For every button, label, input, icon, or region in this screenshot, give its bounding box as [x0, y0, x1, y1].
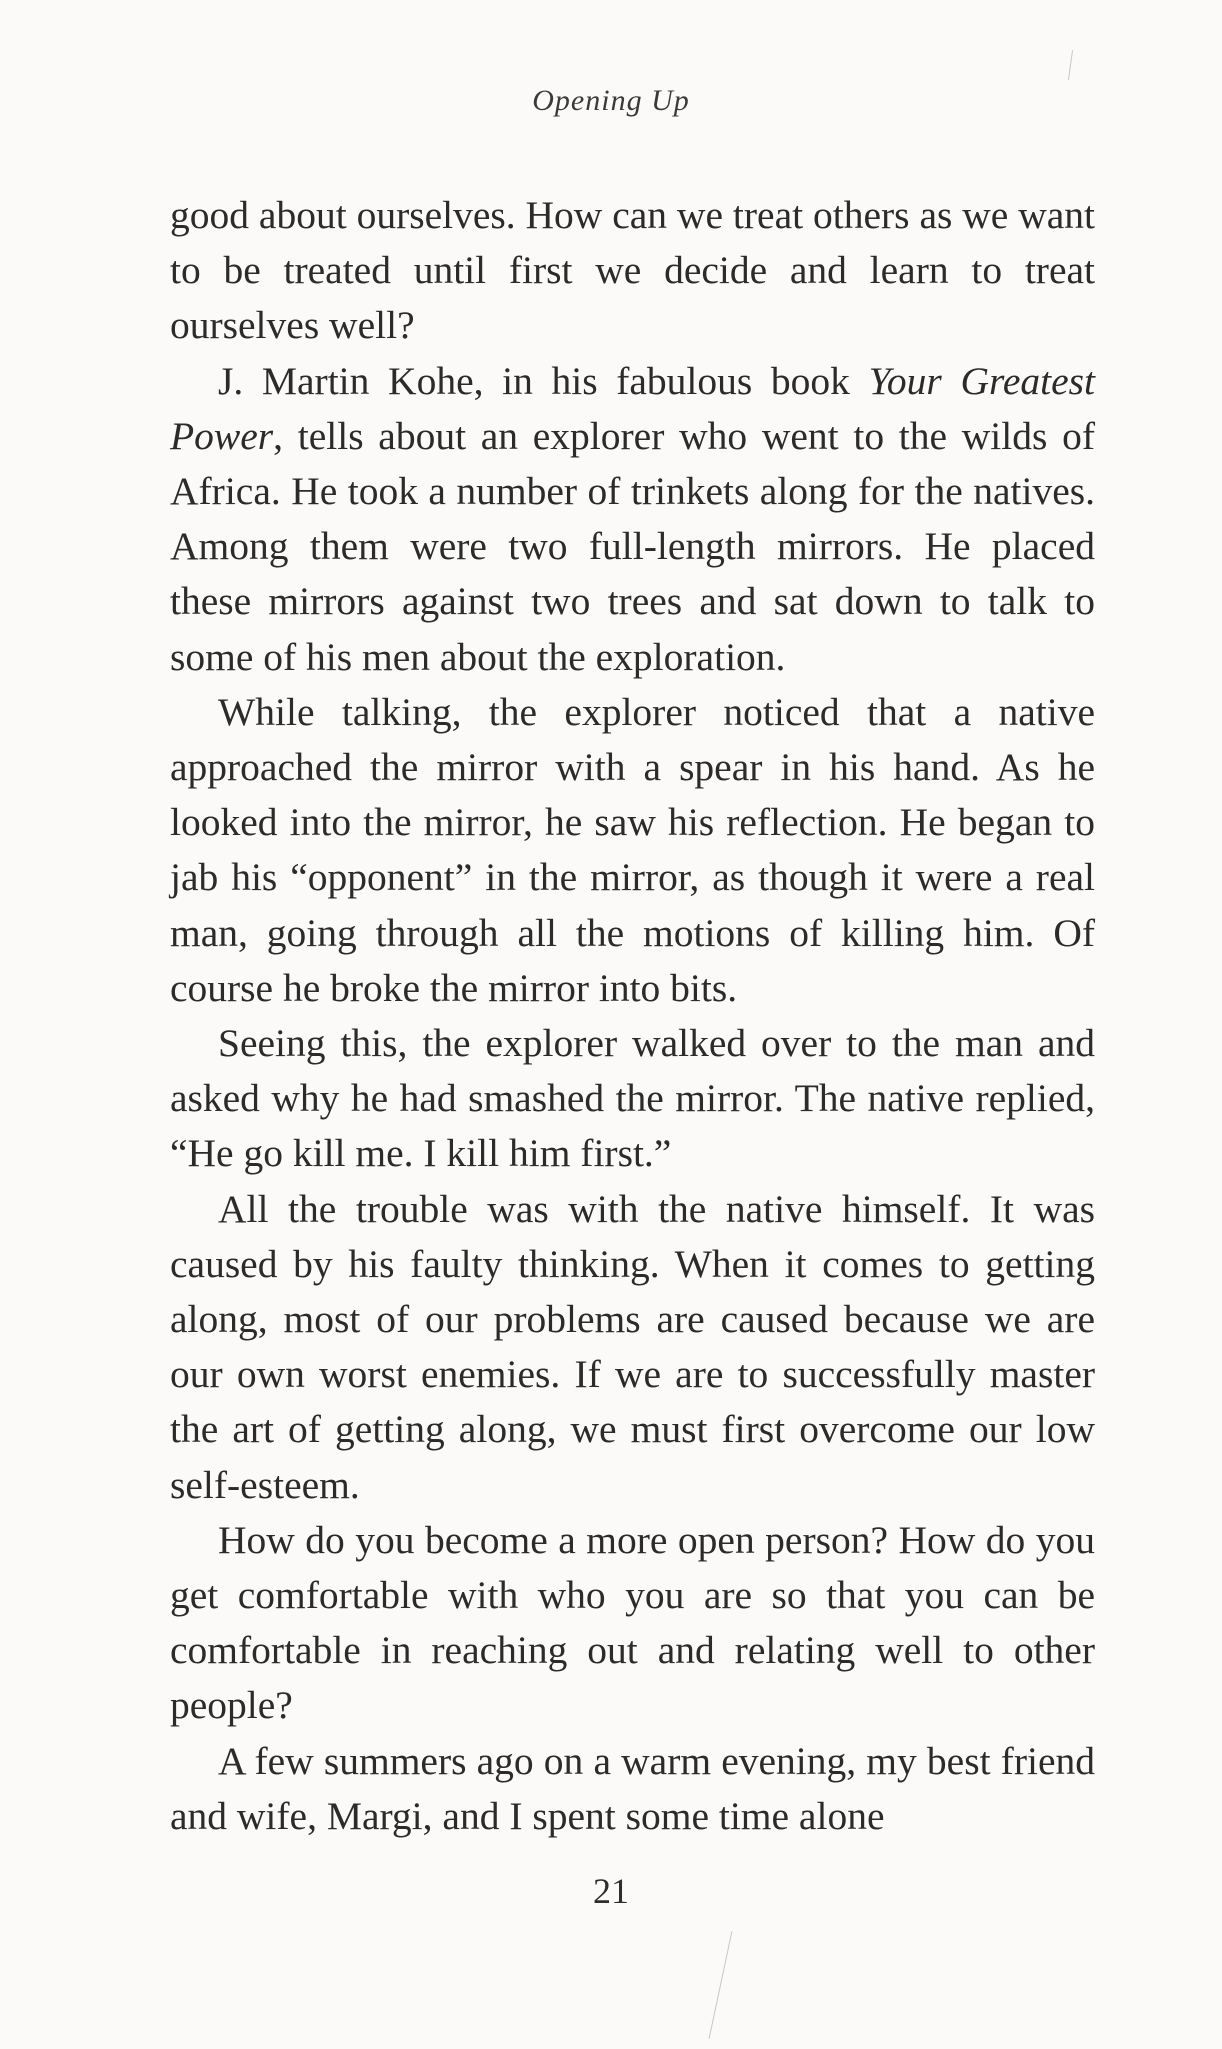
scan-crease-mark	[709, 1931, 733, 2039]
paragraph-7: A few summers ago on a warm evening, my best friend and wife, Margi, and I spent some time alone	[170, 1738, 1095, 1838]
page-number: 21	[593, 1871, 629, 1911]
paragraph-1: good about ourselves. How can we treat others as we want to be treated until first we decide and learn to treat ourselves well?	[170, 193, 1095, 348]
paragraph-6: How do you become a more open person? How do you get comfortable with who you are so that you can be comfortable in reaching out and relating well to other people?	[170, 1517, 1095, 1728]
paragraph-2-rest: , tells about an explorer who went to the wilds of Africa. He took a number of trinkets along for the natives. Among them were two full-length mirrors. He placed these mirrors against two trees and sat down to talk to some of his men about the exploration.	[170, 413, 1095, 679]
running-head: Opening Up	[532, 84, 690, 117]
paragraph-2	[170, 354, 1095, 685]
paragraph-5: All the trouble was with the native himself. It was caused by his faulty thinking. When it comes to getting along, most of our problems are caused because we are our own worst enemies. If we are to successfully master the art of getting along, we must first overcome our low self-esteem.	[170, 1186, 1095, 1507]
paragraph-2-lead: J. Martin Kohe, in his fabulous book	[218, 358, 869, 403]
book-title: Your Greatest Power	[170, 358, 1096, 458]
paragraph-3: While talking, the explorer noticed that a native approached the mirror with a spear in his hand. As he looked into the mirror, he saw his reflection. He began to jab his “opponent” in the mirror, as though it were a real man, going through all the motions of killing him. Of course he broke the mirror into bits.	[170, 689, 1095, 1010]
body-text	[170, 188, 1095, 1844]
paragraph-4: Seeing this, the explorer walked over to the man and asked why he had smashed the mirror. The native replied, “He go kill me. I kill him first.”	[170, 1021, 1095, 1176]
scan-crease-mark	[1068, 50, 1073, 80]
